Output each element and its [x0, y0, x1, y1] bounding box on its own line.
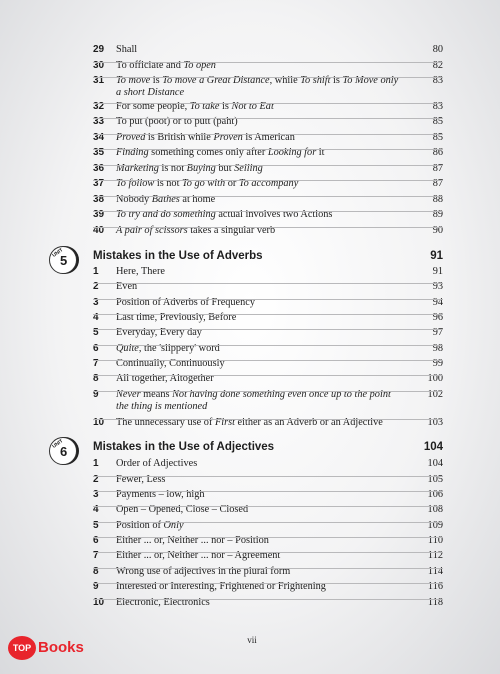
unit5-page: 91 — [430, 250, 443, 262]
row-divider — [93, 299, 443, 300]
toc-entry-page: 118 — [427, 597, 443, 608]
toc-entry-number: 30 — [93, 60, 105, 71]
unit5-badge-label: UNIT — [51, 247, 65, 259]
row-divider — [93, 537, 443, 538]
toc-entry-title: Marketing is not Buying but Selling — [116, 163, 263, 174]
toc-entry-number: 37 — [93, 178, 105, 189]
toc-entry-number: 1 — [93, 266, 99, 277]
row-divider — [93, 375, 443, 376]
row-divider — [93, 180, 443, 181]
row-divider — [93, 552, 443, 553]
toc-entry-number: 3 — [93, 297, 99, 308]
row-divider — [93, 360, 443, 361]
toc-entry-page: 87 — [432, 178, 443, 189]
toc-entry-number: 9 — [93, 389, 99, 400]
unit5-badge-number: 5 — [60, 253, 68, 268]
toc-entry-title: Payments – low, high — [116, 489, 205, 500]
row-divider — [93, 491, 443, 492]
toc-entry-title: To put (poot) or to putt (paht) — [116, 116, 238, 127]
row-divider — [93, 62, 443, 63]
row-divider — [93, 196, 443, 197]
toc-entry-page: 91 — [432, 266, 443, 277]
toc-entry-page: 86 — [432, 147, 443, 158]
toc-entry-number: 29 — [93, 44, 105, 55]
toc-entry-page: 98 — [432, 343, 443, 354]
row-divider — [93, 165, 443, 166]
row-divider — [93, 211, 443, 212]
toc-entry-page: 89 — [432, 209, 443, 220]
unit6-badge-label: UNIT — [51, 438, 65, 450]
toc-entry-title: For some people, To take is Not to Eat — [116, 101, 274, 112]
toc-entry-page: 102 — [427, 389, 443, 400]
unit5-heading — [93, 250, 443, 264]
unit6-page: 104 — [423, 441, 443, 453]
row-divider — [93, 77, 443, 78]
toc-entry-title: To follow is not To go with or To accompany — [116, 178, 299, 189]
toc-entry-title: Position of Adverbs of Frequency — [116, 297, 255, 308]
toc-entry-number: 33 — [93, 116, 105, 127]
toc-entry-page: 94 — [432, 297, 443, 308]
toc-entry-title: To move is To move a Great Distance, while To shift is To Move only a short Distance — [116, 75, 399, 98]
toc-entry-number: 6 — [93, 535, 99, 546]
unit6-title: Mistakes in the Use of Adjectives — [93, 441, 275, 453]
toc-entry-number: 2 — [93, 281, 99, 292]
toc-entry-page: 85 — [432, 132, 443, 143]
toc-entry-page: 105 — [427, 474, 443, 485]
logo-wordmark: Books — [38, 639, 84, 656]
toc-entry-number: 10 — [93, 597, 105, 608]
toc-entry-number: 8 — [93, 373, 99, 384]
row-divider — [93, 103, 443, 104]
toc-entry-page: 82 — [432, 60, 443, 71]
toc-entry-number: 34 — [93, 132, 105, 143]
toc-entry-title: Either ... or, Neither ... nor – Agreement — [116, 550, 281, 561]
row-divider — [93, 149, 443, 150]
toc-entry-page: 97 — [432, 327, 443, 338]
logo-badge: TOP — [8, 636, 36, 660]
toc-entry-title: Position of Only — [116, 520, 184, 531]
unit6-badge-number: 6 — [60, 444, 68, 459]
unit5-title: Mistakes in the Use of Adverbs — [93, 250, 263, 262]
toc-entry-number: 3 — [93, 489, 99, 500]
toc-entry-page: 83 — [432, 101, 443, 112]
toc-entry-title: Open – Opened, Close – Closed — [116, 504, 249, 515]
toc-entry-title: Even — [116, 281, 138, 292]
toc-entry-title: Shall — [116, 44, 138, 55]
toc-entry-page: 85 — [432, 116, 443, 127]
toc-entry-title: Fewer, Less — [116, 474, 166, 485]
toc-entry-number: 32 — [93, 101, 105, 112]
toc-entry-title: Everyday, Every day — [116, 327, 202, 338]
unit6-badge — [49, 437, 77, 465]
toc-entry-page: 100 — [427, 373, 443, 384]
toc-entry-title: All together, Altogether — [116, 373, 214, 384]
row-divider — [93, 476, 443, 477]
row-divider — [93, 283, 443, 284]
toc-entry-title: Here, There — [116, 266, 165, 277]
toc-entry-number: 39 — [93, 209, 105, 220]
toc-entry-page: 104 — [427, 458, 443, 469]
toc-entry-number: 1 — [93, 458, 99, 469]
toc-entry-page: 80 — [432, 44, 443, 55]
topbooks-logo — [8, 636, 103, 662]
row-divider — [93, 345, 443, 346]
toc-entry-title: The unnecessary use of First either as an Adverb or an Adjective — [116, 417, 383, 428]
toc-entry-number: 9 — [93, 581, 99, 592]
toc-entry-number: 7 — [93, 550, 99, 561]
row-divider — [93, 118, 443, 119]
toc-entry-page: 99 — [432, 358, 443, 369]
toc-entry-page: 88 — [432, 194, 443, 205]
row-divider — [93, 583, 443, 584]
toc-entry-page: 90 — [432, 225, 443, 236]
toc-entry-number: 31 — [93, 75, 105, 86]
toc-entry-title: Last time, Previously, Before — [116, 312, 237, 323]
row-divider — [93, 314, 443, 315]
toc-entry-number: 35 — [93, 147, 105, 158]
toc-entry-title: Finding something comes only after Looking for it — [116, 147, 325, 158]
toc-entry-title: Continually, Continuously — [116, 358, 225, 369]
row-divider — [93, 134, 443, 135]
toc-entry-title: Nobody Bathes at home — [116, 194, 216, 205]
toc-entry-number: 38 — [93, 194, 105, 205]
toc-entry-title: Proved is British while Proven is American — [116, 132, 295, 143]
toc-entry-number: 36 — [93, 163, 105, 174]
row-divider — [93, 599, 443, 600]
toc-entry-page: 112 — [427, 550, 443, 561]
row-divider — [93, 568, 443, 569]
unit6-heading — [93, 441, 443, 455]
row-divider — [93, 419, 443, 420]
toc-entry-page: 109 — [427, 520, 443, 531]
toc-entry-page: 108 — [427, 504, 443, 515]
toc-entry-title: Never means Not having done something even once up to the point the thing is mentioned — [116, 389, 391, 412]
toc-entry-number: 4 — [93, 504, 99, 515]
toc-entry-page: 87 — [432, 163, 443, 174]
toc-entry-number: 7 — [93, 358, 99, 369]
toc-entry-title: To try and do something actual involves two Actions — [116, 209, 333, 220]
toc-entry-page: 116 — [427, 581, 443, 592]
toc-entry-page: 114 — [427, 566, 443, 577]
toc-entry-number: 4 — [93, 312, 99, 323]
toc-entry-page: 93 — [432, 281, 443, 292]
toc-entry-title: Order of Adjectives — [116, 458, 198, 469]
toc-entry-page: 96 — [432, 312, 443, 323]
row-divider — [93, 522, 443, 523]
toc-entry-page: 106 — [427, 489, 443, 500]
toc-entry-number: 6 — [93, 343, 99, 354]
toc-entry-title: To officiate and To open — [116, 60, 216, 71]
toc-entry-number: 5 — [93, 327, 99, 338]
toc-entry-title: Interested or Interesting, Frightened or Frightening — [116, 581, 326, 592]
row-divider — [93, 227, 443, 228]
row-divider — [93, 329, 443, 330]
toc-entry-title: Wrong use of adjectives in the plural form — [116, 566, 291, 577]
toc-entry-page: 110 — [427, 535, 443, 546]
toc-entry-number: 5 — [93, 520, 99, 531]
toc-entry-number: 2 — [93, 474, 99, 485]
toc-entry-number: 8 — [93, 566, 99, 577]
toc-entry-page: 103 — [427, 417, 443, 428]
page-number: vii — [247, 635, 257, 645]
toc-entry-title: A pair of scissors takes a singular verb — [116, 225, 276, 236]
toc-entry-number: 10 — [93, 417, 105, 428]
toc-entry-title: Quite, the 'slippery' word — [116, 343, 220, 354]
row-divider — [93, 391, 443, 392]
toc-entry-number: 40 — [93, 225, 105, 236]
unit5-badge — [49, 246, 77, 274]
toc-entry-page: 83 — [432, 75, 443, 86]
row-divider — [93, 506, 443, 507]
toc-entry-title: Either ... or, Neither ... nor – Position — [116, 535, 269, 546]
toc-entry-title: Electronic, Electronics — [116, 597, 210, 608]
